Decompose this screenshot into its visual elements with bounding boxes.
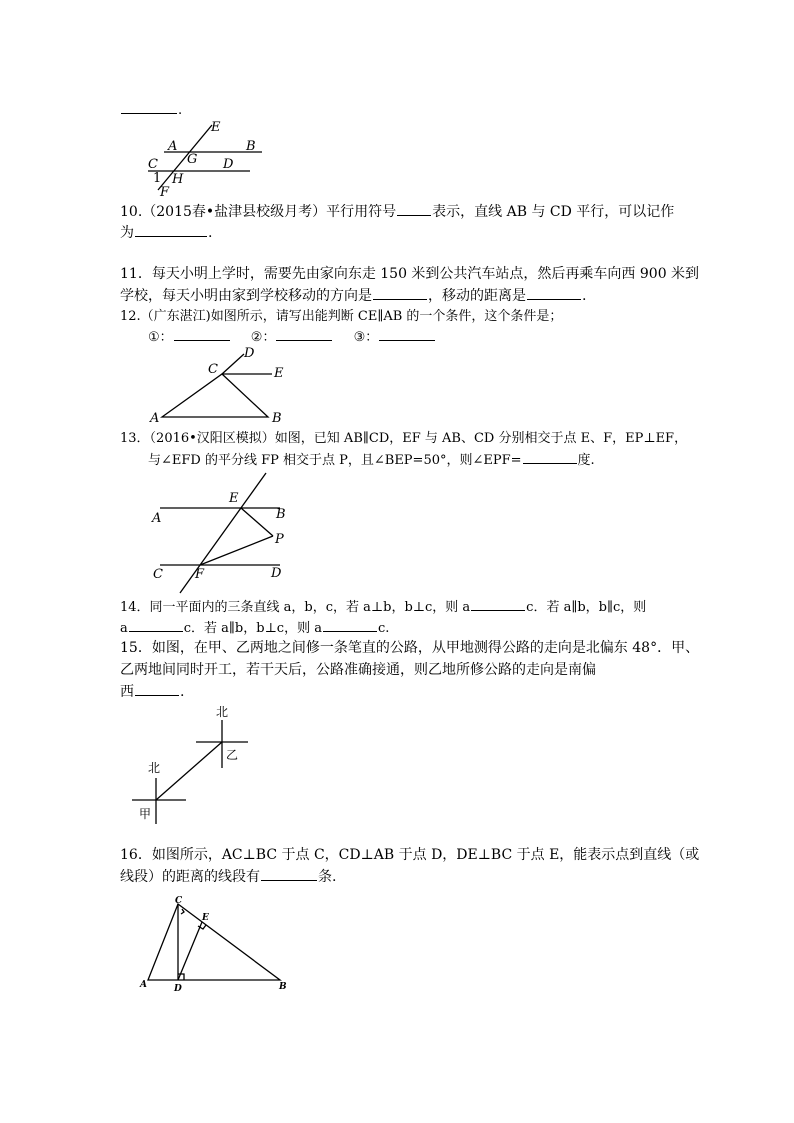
label-e: E — [274, 366, 284, 381]
label-b: B — [279, 982, 287, 992]
label-e: E — [202, 913, 209, 923]
q9-answer-line: . — [120, 100, 182, 121]
label-north-left: 北 — [148, 761, 161, 775]
q16-line-1: 16．如图所示，AC⊥BC 于点 C，CD⊥AB 于点 D，DE⊥BC 于点 E，能表示点到直线（或 — [120, 847, 700, 863]
label-c: C — [175, 896, 183, 906]
q15-line-2: 乙两地间同时开工，若干天后，公路准确接通，则乙地所修公路的走向是南偏 — [120, 662, 596, 678]
label-a: A — [168, 139, 178, 154]
label-jia: 甲 — [139, 807, 152, 821]
label-d: D — [223, 157, 234, 172]
label-h: H — [172, 172, 184, 187]
q14-line-2: a c．若 a∥b，b⊥c，则 a c. — [120, 618, 389, 639]
q13-line-1: 13．（2016•汉阳区模拟）如图，已知 AB∥CD，EF 与 AB、CD 分别相交于点 E、F，EP⊥EF， — [120, 431, 688, 446]
label-c: C — [148, 157, 158, 172]
q10-line-2: 为 . — [120, 225, 213, 241]
q15-line-1: 15．如图，在甲、乙两地之间修一条笔直的公路，从甲地测得公路的走向是北偏东 48°．甲、 — [120, 640, 700, 656]
q13-line-2: 与∠EFD 的平分线 FP 相交于点 P，且∠BEP=50°，则∠EPF= 度. — [148, 450, 595, 471]
label-e: E — [229, 491, 239, 506]
label-b: B — [272, 411, 282, 426]
label-f: F — [195, 567, 205, 582]
right-angle-c — [181, 909, 184, 914]
label-a: A — [152, 511, 162, 526]
triangle-abc — [148, 904, 280, 980]
segment-de — [178, 922, 202, 980]
label-yi: 乙 — [226, 748, 239, 762]
q12-conditions: ①： ②： ③： — [148, 327, 436, 348]
label-p: P — [275, 532, 284, 547]
label-b: B — [276, 507, 286, 522]
label-1: 1 — [153, 171, 162, 186]
label-d: D — [271, 566, 282, 581]
q14-line-1: 14．同一平面内的三条直线 a，b，c，若 a⊥b，b⊥c，则 a c．若 a∥b，b∥c，则 — [120, 597, 646, 618]
label-c: C — [208, 362, 218, 377]
label-d: D — [174, 984, 182, 994]
q16-line-2: 线段）的距离的线段有 条. — [120, 869, 337, 885]
label-d: D — [244, 346, 255, 361]
label-e: E — [211, 120, 221, 135]
label-north-top: 北 — [216, 705, 229, 719]
q11-line-2: 学校，每天小明由家到学校移动的方向是 ，移动的距离是 . — [120, 288, 587, 304]
q12-line-1: 12.（广东湛江)如图所示，请写出能判断 CE∥AB 的一个条件，这个条件是； — [120, 309, 563, 324]
label-b: B — [246, 139, 256, 154]
label-f: F — [160, 185, 170, 200]
q11-line-1: 11．每天小明上学时，需要先由家向东走 150 米到公共汽车站点，然后再乘车向西 900 米到 — [120, 266, 700, 282]
q15-line-3: 西 . — [120, 684, 185, 700]
label-a: A — [140, 980, 147, 990]
label-g: G — [187, 152, 198, 167]
label-c: C — [153, 567, 163, 582]
q10-line-1: 10.（2015春•盐津县校级月考）平行用符号 表示，直线 AB 与 CD 平行，可以记作 — [120, 204, 675, 220]
label-a: A — [150, 411, 160, 426]
